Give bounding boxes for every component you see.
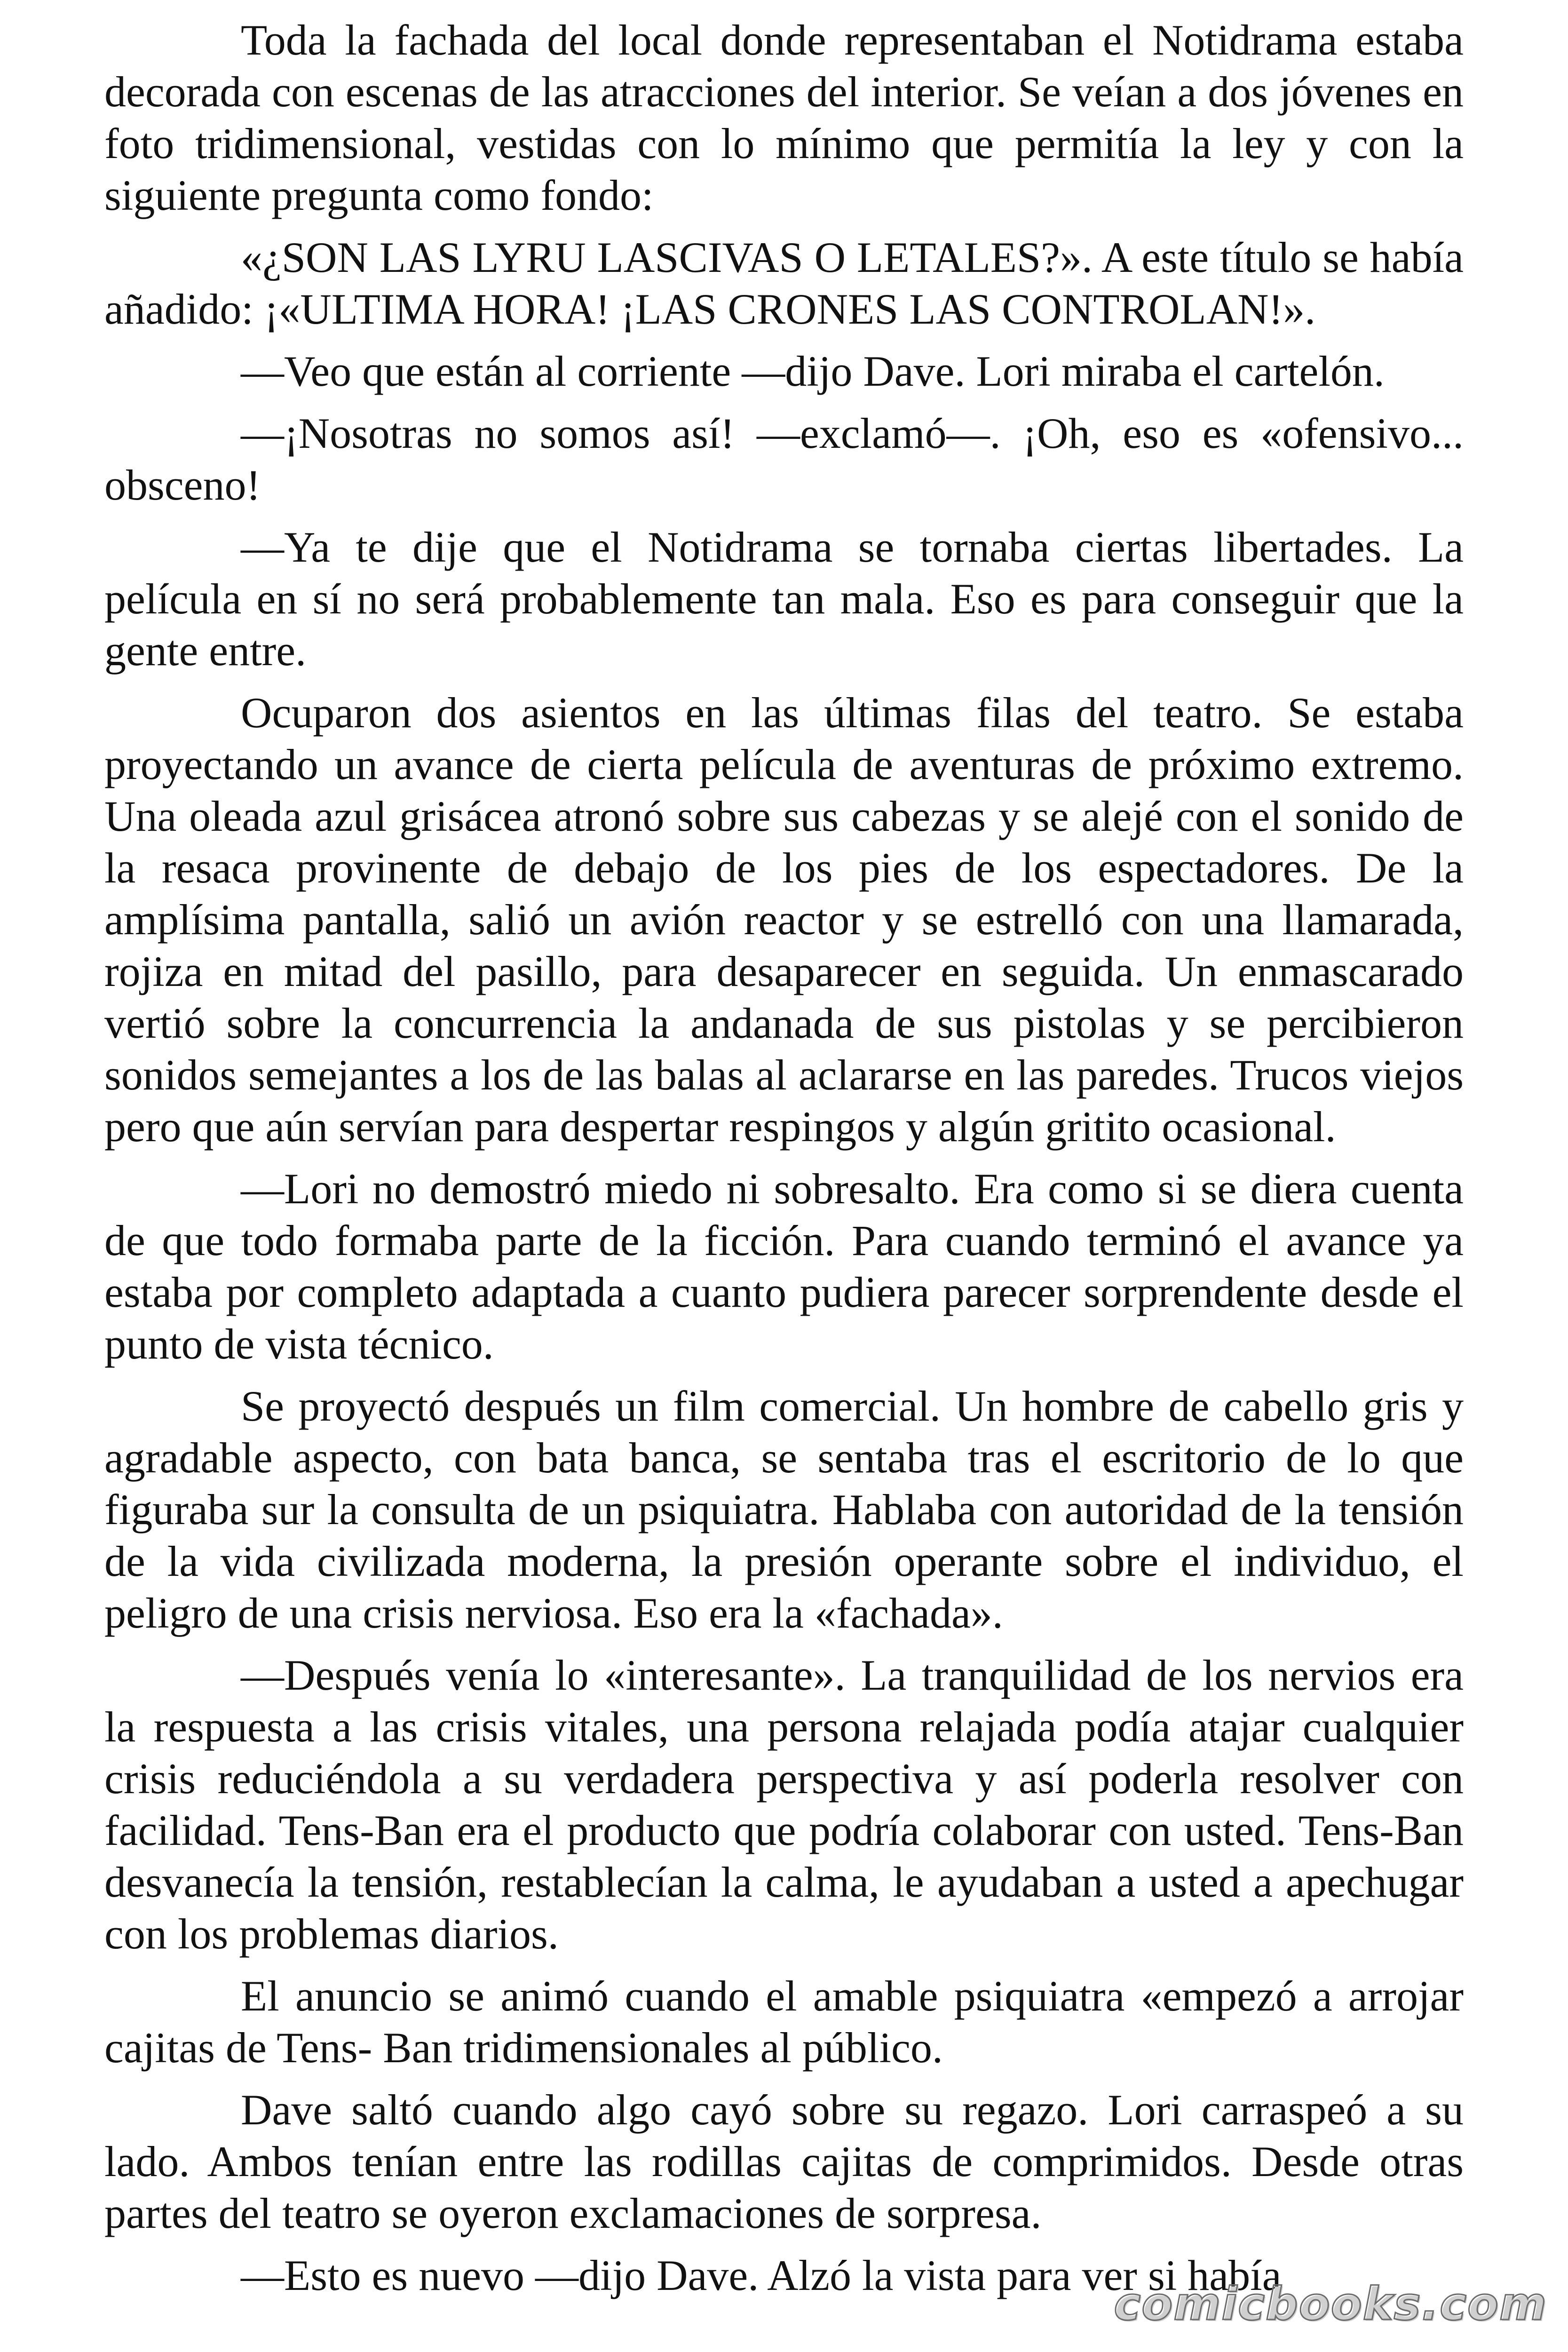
paragraph: —Esto es nuevo —dijo Dave. Alzó la vista para ver si había [241,2251,1282,2299]
paragraph: —¡Nosotras no somos así! —exclamó—. ¡Oh, eso es «ofensivo... obsceno! [104,409,1464,509]
paragraph: «¿SON LAS LYRU LASCIVAS O LETALES?». A este título se había añadido: ¡«ULTIMA HORA! ¡LAS CRONES LAS CONTROLAN!». [104,233,1464,333]
site-watermark: comicbooks.com [1114,2278,1547,2330]
paragraph: Dave saltó cuando algo cayó sobre su regazo. Lori carraspeó a su lado. Ambos tenían entre las rodillas cajitas de comprimidos. Desde otras partes del teatro se oyeron exclamaciones de sorpresa. [104,2086,1464,2237]
paragraph: —Lori no demostró miedo ni sobresalto. Era como si se diera cuenta de que todo formaba parte de la ficción. Para cuando terminó el avance ya estaba por completo adaptada a cuanto pudiera parecer sorprendente desde el punto de vista técnico. [104,1165,1464,1368]
paragraph: Toda la fachada del local donde representaban el Notidrama estaba decorada con escenas de las atracciones del interior. Se veían a dos jóvenes en foto tridimensional, vestidas con lo mínimo que permitía la ley y con la siguiente pregunta como fondo: [104,16,1464,219]
paragraph: —Después venía lo «interesante». La tranquilidad de los nervios era la respuesta a las crisis vitales, una persona relajada podía atajar cualquier crisis reduciéndola a su verdadera perspectiva y así poderla resolver con facilidad. Tens-Ban era el producto que podría colaborar con usted. Tens-Ban desvanecía la tensión, restablecían la calma, le ayudaban a usted a apechugar con los problemas diarios. [104,1651,1464,1958]
paragraph: Se proyectó después un film comercial. Un hombre de cabello gris y agradable aspecto, con bata banca, se sentaba tras el escritorio de lo que figuraba sur la consulta de un psiquiatra. Hablaba con autoridad de la tensión de la vida civilizada moderna, la presión operante sobre el individuo, el peligro de una crisis nerviosa. Eso era la «fachada». [104,1382,1464,1637]
paragraph: Ocuparon dos asientos en las últimas filas del teatro. Se estaba proyectando un avance de cierta película de aventuras de próximo extremo. Una oleada azul grisácea atronó sobre sus cabezas y se alejé con el sonido de la resaca provinente de debajo de los pies de los espectadores. De la amplísima pantalla, salió un avión reactor y se estrelló con una llamarada, rojiza en mitad del pasillo, para desaparecer en seguida. Un enmascarado vertió sobre la concurrencia la andanada de sus pistolas y se percibieron sonidos semejantes a los de las balas al aclararse en las paredes. Trucos viejos pero que aún servían para despertar respingos y algún gritito ocasional. [104,689,1464,1151]
paragraph: El anuncio se animó cuando el amable psiquiatra «empezó a arrojar cajitas de Tens- Ban tridimensionales al público. [104,1972,1464,2072]
paragraph: —Ya te dije que el Notidrama se tornaba ciertas libertades. La película en sí no será probablemente tan mala. Eso es para conseguir que la gente entre. [104,523,1464,675]
paragraph: —Veo que están al corriente —dijo Dave. Lori miraba el cartelón. [241,347,1385,395]
book-page-text [104,14,1464,2312]
